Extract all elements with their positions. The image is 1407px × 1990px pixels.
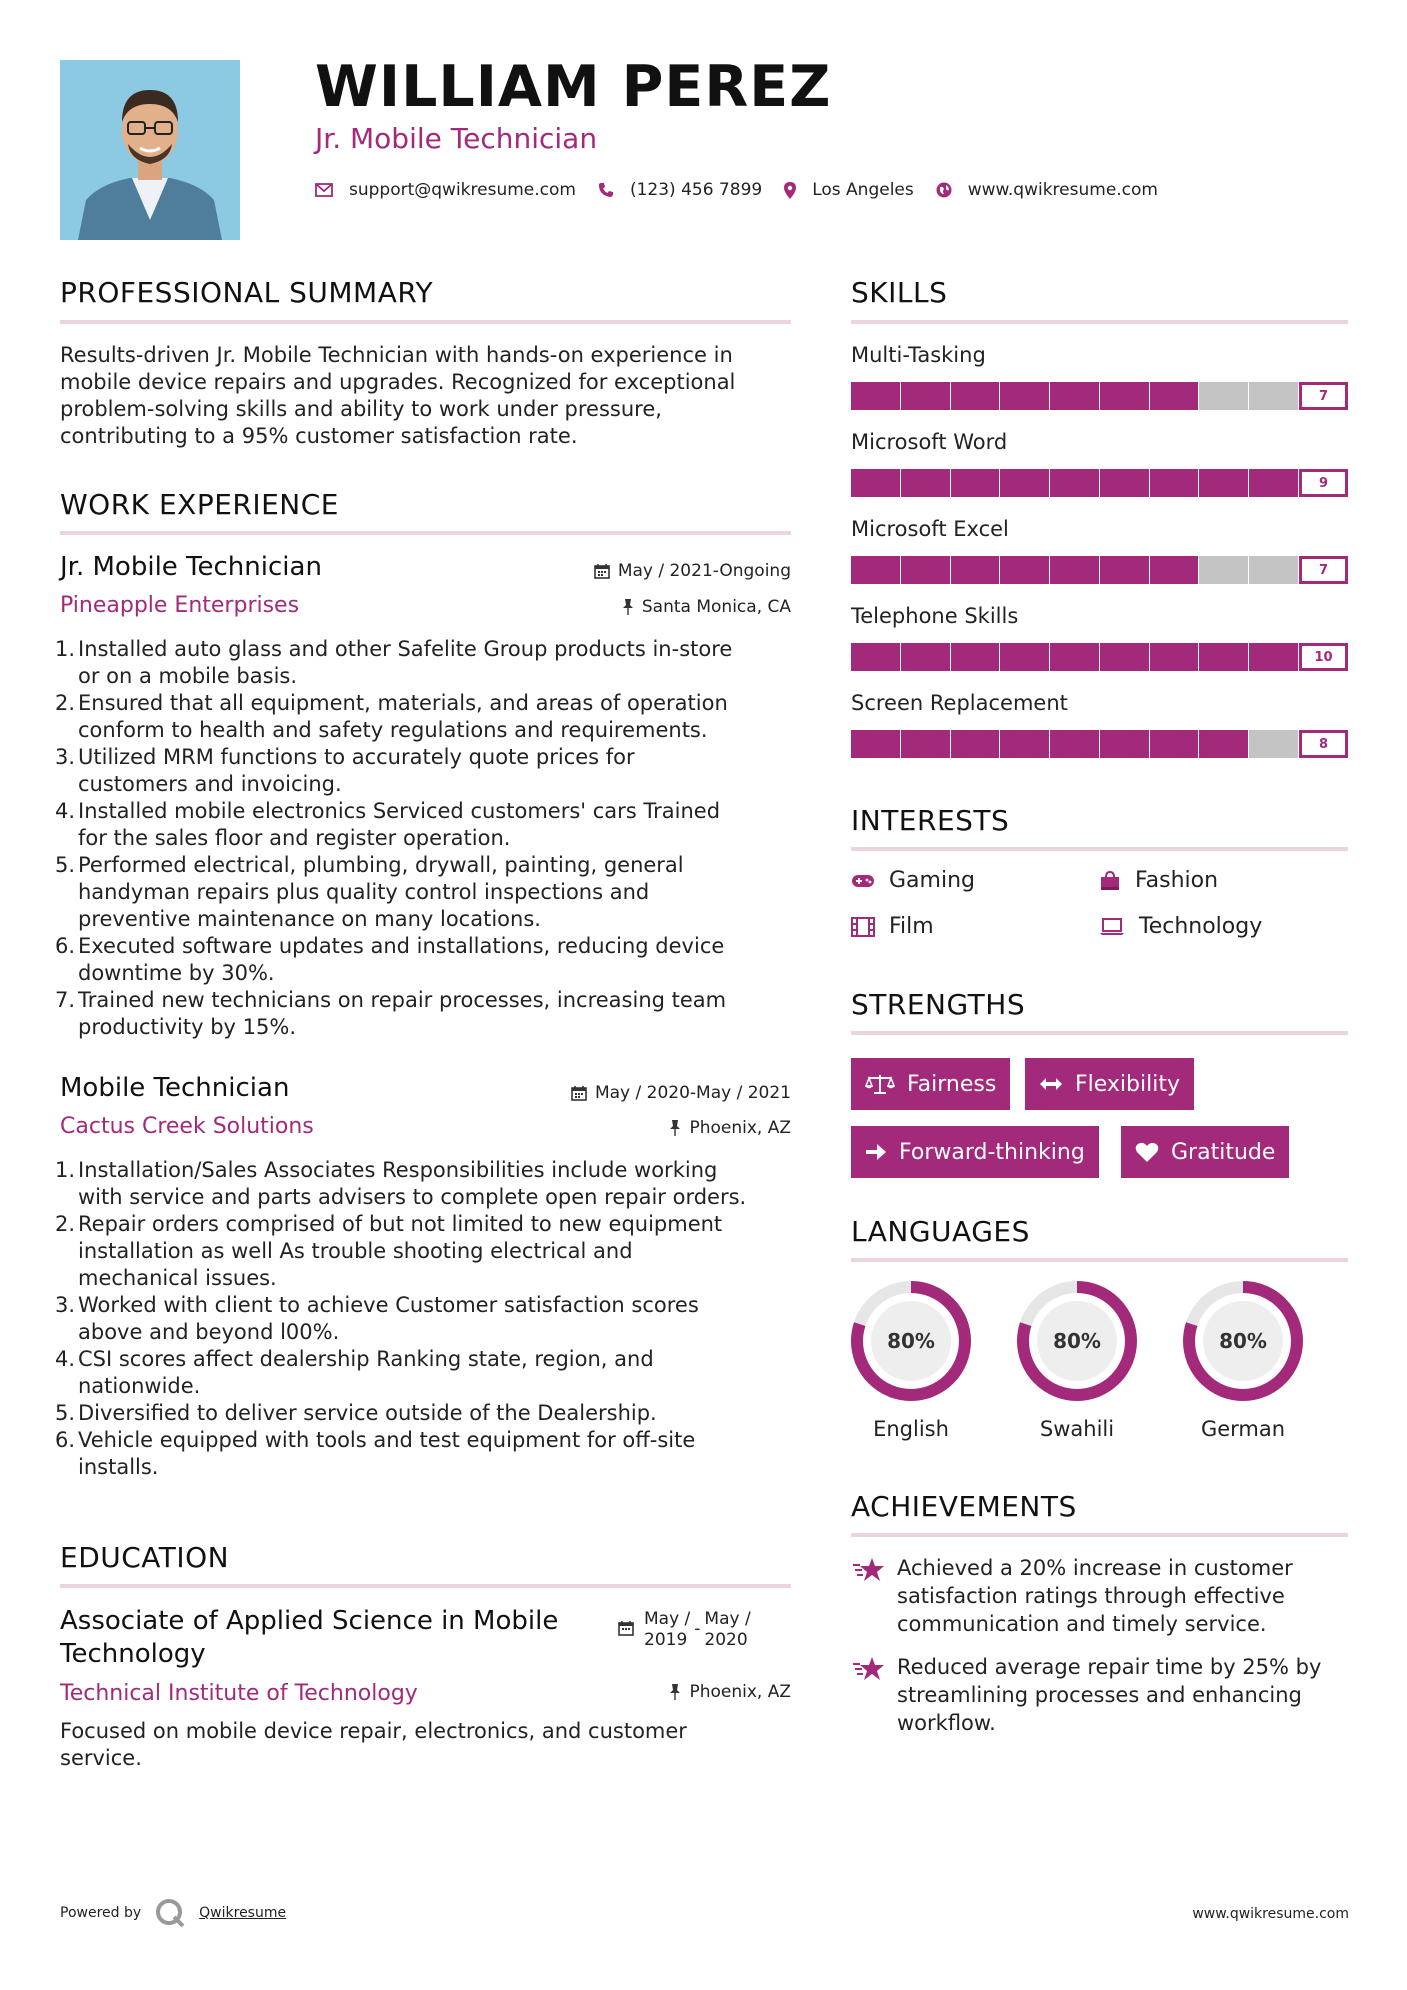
skill-bar-segment (1100, 643, 1149, 671)
laptop-icon (1099, 918, 1125, 936)
calendar-icon (571, 1085, 587, 1101)
skill-bar-segment (1150, 382, 1199, 410)
contact-bar (315, 180, 1180, 200)
skill-bar-segment (1249, 382, 1298, 410)
company-name: Cactus Creek Solutions (60, 1114, 314, 1139)
list-item: 3. Worked with client to achieve Customer satisfaction scores above and beyond l00%. (55, 1293, 699, 1344)
language-percent: 80% (887, 1329, 935, 1353)
pushpin-icon (669, 1684, 681, 1700)
film-icon (851, 917, 875, 937)
list-item: 2. Ensured that all equipment, materials, and areas of operation conform to health and safety regulations and requirements. (55, 691, 728, 742)
interest-item: Fashion (1099, 868, 1218, 893)
job-location: Phoenix, AZ (669, 1118, 791, 1138)
list-item: 5. Diversified to deliver service outside of the Dealership. (55, 1401, 657, 1425)
pushpin-icon (669, 1120, 681, 1136)
job-title: Jr. Mobile Technician (60, 552, 322, 582)
language-name: Swahili (1039, 1417, 1115, 1441)
achievements-rule (851, 1533, 1348, 1537)
skill-bar-segment (1249, 643, 1298, 671)
strength-chip: Flexibility (1025, 1058, 1194, 1110)
email-text: support@qwikresume.com (349, 180, 576, 200)
skill-bar-segment (951, 469, 1000, 497)
interests-rule (851, 847, 1348, 851)
job-2-duties (55, 1157, 800, 1481)
skill-bar-segment (851, 556, 900, 584)
language-name: German (1200, 1417, 1286, 1441)
education-dates: May / 2019 - May / 2020 (618, 1609, 751, 1651)
skill-bar-segment (851, 730, 900, 758)
achievement-text: Achieved a 20% increase in customer satisfaction ratings through effective communication and timely service. (897, 1556, 1293, 1636)
achievement-text: Reduced average repair time by 25% by streamlining processes and enhancing workflow. (897, 1655, 1322, 1735)
list-item: 7. Trained new technicians on repair processes, increasing team productivity by 15%. (55, 988, 727, 1039)
strengths-rule (851, 1031, 1348, 1035)
strengths-heading: STRENGTHS (851, 988, 1026, 1021)
skill-bar (851, 643, 1348, 671)
skills-rule (851, 320, 1348, 324)
language-ring (1182, 1280, 1304, 1402)
skill-bar-segment (851, 382, 900, 410)
skill-label: Telephone Skills (851, 604, 1019, 628)
skill-bar-segment (1150, 643, 1199, 671)
website-text: www.qwikresume.com (967, 180, 1158, 200)
list-item: 6. Vehicle equipped with tools and test equipment for off-site installs. (55, 1428, 696, 1479)
job-location: Santa Monica, CA (622, 597, 791, 617)
skill-level-value: 7 (1299, 556, 1348, 584)
skill-label: Microsoft Word (851, 430, 1008, 454)
skill-bar-segment (1150, 469, 1199, 497)
achievement-item (851, 1653, 1351, 1737)
strength-chip: Forward-thinking (851, 1126, 1099, 1178)
phone-text: (123) 456 7899 (629, 180, 763, 200)
summary-heading: PROFESSIONAL SUMMARY (60, 276, 434, 309)
skill-bar-segment (1100, 730, 1149, 758)
skill-label: Screen Replacement (851, 691, 1068, 715)
skill-bar-segment (1050, 643, 1099, 671)
skill-bar-segment (1199, 469, 1248, 497)
qwikresume-link[interactable]: Qwikresume (199, 1905, 287, 1921)
language-item (850, 1280, 972, 1441)
education-end: May / 2020 (704, 1609, 751, 1650)
skill-bar-segment (1000, 382, 1049, 410)
skill-bar-segment (1000, 556, 1049, 584)
star-icon (851, 1655, 887, 1683)
qwikresume-logo-icon (155, 1898, 185, 1928)
skill-bar-segment (1249, 469, 1298, 497)
education-heading: EDUCATION (60, 1541, 230, 1574)
skill-bar-segment (1100, 382, 1149, 410)
job-title: Mobile Technician (60, 1073, 290, 1103)
skill-bar-segment (1150, 556, 1199, 584)
skill-label: Multi-Tasking (851, 343, 986, 367)
calendar-icon (618, 1620, 634, 1636)
language-ring (1016, 1280, 1138, 1402)
skill-bar-segment (1150, 730, 1199, 758)
skill-bar-segment (851, 469, 900, 497)
skill-bar-segment (1000, 469, 1049, 497)
language-item (1182, 1280, 1304, 1441)
footer-powered-by: Powered by Qwikresume (60, 1898, 286, 1928)
skill-bar-segment (1249, 730, 1298, 758)
list-item: 1. Installed auto glass and other Safelite Group products in-store or on a mobile basis. (55, 637, 733, 688)
list-item: 5. Performed electrical, plumbing, drywall, painting, general handyman repairs plus quality control inspections and preventive maintenance on many locations. (55, 853, 684, 931)
phone-icon (598, 182, 614, 198)
balance-scale-icon (865, 1073, 895, 1095)
skill-bar-segment (1050, 730, 1099, 758)
gamepad-icon (851, 873, 875, 889)
language-item (1016, 1280, 1138, 1441)
interests-heading: INTERESTS (851, 804, 1010, 837)
company-name: Pineapple Enterprises (60, 593, 300, 618)
skill-bar-segment (1199, 643, 1248, 671)
interest-item: Film (851, 914, 934, 939)
skill-bar-segment (901, 556, 950, 584)
skill-bar-segment (1100, 469, 1149, 497)
footer-website[interactable]: www.qwikresume.com (1192, 1906, 1349, 1922)
list-item: 2. Repair orders comprised of but not limited to new equipment installation as well As trouble shooting electrical and mechanical issues. (55, 1212, 723, 1290)
interest-item: Technology (1099, 914, 1262, 939)
interest-item: Gaming (851, 868, 975, 893)
envelope-icon (315, 183, 333, 197)
skill-bar-segment (1199, 382, 1248, 410)
contact-phone[interactable] (598, 180, 762, 200)
skill-level-value: 7 (1299, 382, 1348, 410)
skill-bar (851, 382, 1348, 410)
skill-bar-segment (951, 730, 1000, 758)
school-name: Technical Institute of Technology (60, 1681, 418, 1706)
summary-text: Results-driven Jr. Mobile Technician with hands-on experience in mobile device repairs and upgrades. Recognized for exceptional problem-solving skills and ability to work under pressure, contributing to a 95% customer satisfaction rate. (60, 343, 736, 448)
summary-rule (60, 320, 791, 324)
language-name: English (873, 1417, 949, 1441)
languages-heading: LANGUAGES (851, 1215, 1030, 1248)
language-ring (850, 1280, 972, 1402)
education-rule (60, 1584, 791, 1588)
skill-bar-segment (951, 556, 1000, 584)
skill-level-value: 9 (1299, 469, 1348, 497)
skill-bar-segment (951, 643, 1000, 671)
list-item: 4. CSI scores affect dealership Ranking state, region, and nationwide. (55, 1347, 654, 1398)
job-1-duties (55, 636, 800, 1041)
list-item: 6. Executed software updates and installations, reducing device downtime by 30%. (55, 934, 725, 985)
skill-bar-segment (951, 382, 1000, 410)
skill-bar-segment (901, 730, 950, 758)
skill-bar-segment (1050, 469, 1099, 497)
contact-email[interactable] (315, 180, 576, 200)
skill-bar-segment (1100, 556, 1149, 584)
skill-level-value: 10 (1299, 643, 1348, 671)
skill-bar-segment (851, 643, 900, 671)
education-start: May / 2019 (644, 1609, 691, 1650)
list-item: 1. Installation/Sales Associates Responsibilities include working with service and parts advisers to complete open repair orders. (55, 1158, 747, 1209)
strength-chip: Gratitude (1121, 1126, 1289, 1178)
skill-bar-segment (1000, 643, 1049, 671)
achievements-heading: ACHIEVEMENTS (851, 1490, 1077, 1523)
globe-icon (936, 182, 952, 198)
skill-bar-segment (901, 643, 950, 671)
education-description: Focused on mobile device repair, electronics, and customer service. (60, 1719, 687, 1770)
skill-bar-segment (1050, 556, 1099, 584)
skills-heading: SKILLS (851, 276, 948, 309)
star-icon (851, 1556, 887, 1584)
calendar-icon (594, 563, 610, 579)
list-item: 4. Installed mobile electronics Serviced customers' cars Trained for the sales floor and register operation. (55, 799, 721, 850)
achievement-item (851, 1554, 1351, 1638)
skill-bar (851, 469, 1348, 497)
skill-label: Microsoft Excel (851, 517, 1009, 541)
skill-bar-segment (1199, 730, 1248, 758)
profile-photo (60, 60, 240, 240)
arrows-horizontal-icon (1039, 1077, 1063, 1091)
skill-bar-segment (1000, 730, 1049, 758)
job-date: May / 2021-Ongoing (594, 561, 791, 581)
heart-icon (1135, 1141, 1159, 1163)
location-text: Los Angeles (812, 180, 914, 200)
list-item: 3. Utilized MRM functions to accurately quote prices for customers and invoicing. (55, 745, 635, 796)
skill-bar-segment (1249, 556, 1298, 584)
strength-chip: Fairness (851, 1058, 1010, 1110)
languages-rule (851, 1258, 1348, 1262)
skill-bar-segment (901, 382, 950, 410)
school-location: Phoenix, AZ (669, 1682, 791, 1702)
map-pin-icon (784, 182, 796, 199)
skill-bar (851, 556, 1348, 584)
experience-rule (60, 531, 791, 535)
job-date: May / 2020-May / 2021 (571, 1083, 791, 1103)
candidate-name: WILLIAM PEREZ (315, 54, 832, 120)
skill-level-value: 8 (1299, 730, 1348, 758)
language-percent: 80% (1219, 1329, 1267, 1353)
contact-website[interactable] (936, 180, 1158, 200)
skill-bar (851, 730, 1348, 758)
contact-location (784, 180, 914, 200)
skill-bar-segment (1050, 382, 1099, 410)
language-percent: 80% (1053, 1329, 1101, 1353)
skill-bar-segment (1199, 556, 1248, 584)
experience-heading: WORK EXPERIENCE (60, 488, 339, 521)
degree-title: Associate of Applied Science in Mobile Technology (60, 1606, 559, 1669)
pushpin-icon (622, 599, 634, 615)
arrow-right-icon (865, 1143, 887, 1161)
shopping-bag-icon (1099, 870, 1121, 892)
skill-bar-segment (901, 469, 950, 497)
candidate-title: Jr. Mobile Technician (315, 122, 598, 155)
